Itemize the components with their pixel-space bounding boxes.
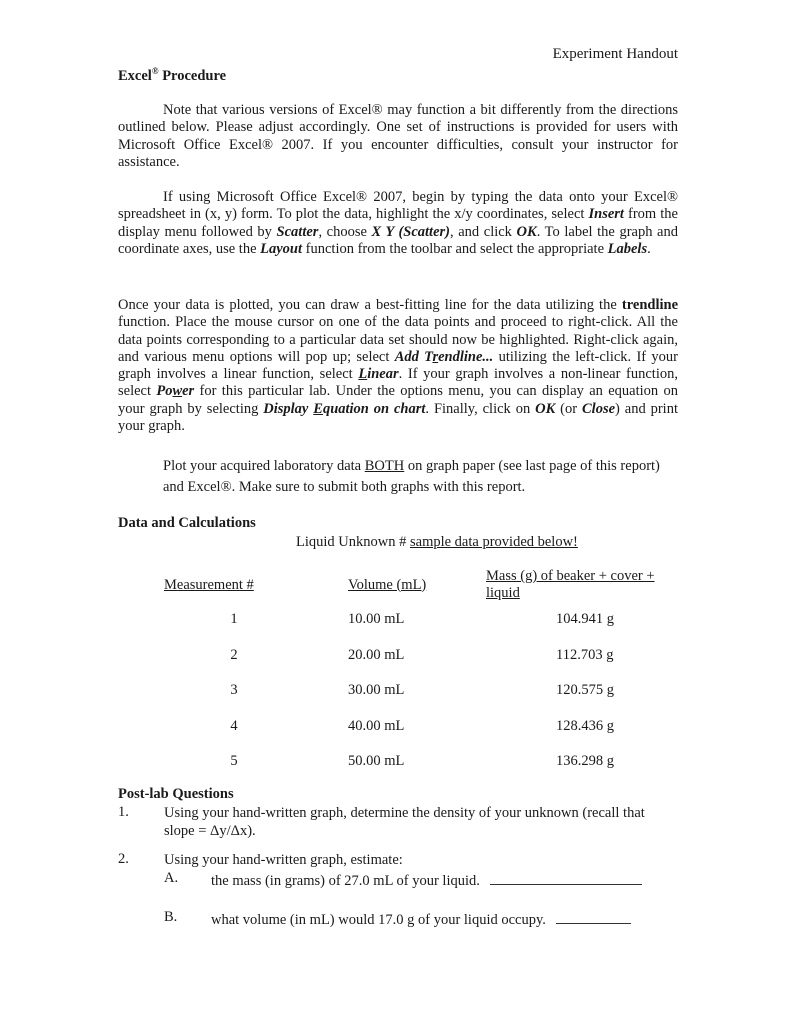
table-header-row — [164, 568, 678, 602]
table-row — [164, 602, 678, 638]
column-header-volume: Volume (mL) — [348, 576, 427, 593]
scatter-term: Scatter — [276, 223, 319, 240]
volume-cell: 10.00 mL — [348, 611, 405, 628]
data-calculations-heading: Data and Calculations — [118, 515, 256, 531]
question-2a — [211, 870, 642, 890]
heading-procedure: Procedure — [158, 67, 227, 84]
volume-cell: 20.00 mL — [348, 646, 405, 663]
measurement-cell: 5 — [230, 753, 238, 770]
answer-blank-a[interactable] — [490, 870, 642, 885]
excel2007-paragraph: If using Microsoft Office Excel® 2007, begin by typing the data onto your Excel® spreadsheet in (x, y) form. To plot the data, highlight the x/y coordinates, select Insert from the display menu followed by Scatter, choose X Y (Scatter), and click OK. To label the graph and coordinate axes, use the Layout function from the toolbar and select the appropriate Labels. — [118, 189, 678, 257]
volume-cell: 40.00 mL — [348, 717, 405, 734]
mass-cell: 104.941 g — [556, 611, 614, 628]
data-table — [164, 568, 678, 780]
liquid-unknown-line: Liquid Unknown # sample data provided below! — [296, 534, 578, 550]
both-term: BOTH — [364, 458, 405, 474]
table-row — [164, 744, 678, 780]
header-label: Experiment Handout — [552, 46, 678, 62]
excel-procedure-heading — [118, 66, 226, 85]
question-2a-text: the mass (in grams) of 27.0 mL of your liquid. — [211, 873, 480, 889]
display-equation-term: Display Equation on chart — [263, 400, 426, 417]
question-1-text: Using your hand-written graph, determine the density of your unknown (recall that slope = Δy/Δx). — [164, 805, 645, 839]
mass-cell: 112.703 g — [556, 646, 614, 663]
trendline-paragraph: Once your data is plotted, you can draw a best-fitting line for the data utilizing the trendline function. Place the mouse cursor on one of the data points and proceed to right-click. All the data points corresponding to a particular data set should now be highlighted. Right-click again, and various menu options will pop up; select Add Trendline... utilizing the left-click. If your graph involves a linear function, select Linear. If your graph involves a non-linear function, select Power for this particular lab. Under the options menu, you can display an equation on your graph by selecting Display Equation on chart. Finally, click on OK (or Close) and print your graph. — [118, 297, 678, 435]
measurement-cell: 3 — [230, 682, 238, 699]
trendline-term: trendline — [621, 297, 678, 313]
table-row — [164, 709, 678, 745]
table-row — [164, 673, 678, 709]
question-2b — [211, 909, 631, 929]
measurement-cell: 1 — [230, 611, 238, 628]
question-1-number: 1. — [118, 804, 129, 820]
mass-cell: 136.298 g — [556, 753, 614, 770]
volume-cell: 50.00 mL — [348, 753, 405, 770]
sample-data-note: sample data provided below! — [409, 534, 578, 550]
add-trendline-term: Add Trendline... — [394, 348, 494, 365]
question-2-text: Using your hand-written graph, estimate: — [164, 852, 403, 868]
power-term: Power — [156, 383, 195, 400]
question-2-number: 2. — [118, 851, 129, 867]
heading-excel: Excel — [118, 67, 152, 84]
mass-cell: 128.436 g — [556, 717, 614, 734]
answer-blank-b[interactable] — [556, 909, 631, 924]
labels-term: Labels — [607, 240, 648, 257]
close-term: Close — [582, 400, 616, 417]
question-2b-text: what volume (in mL) would 17.0 g of your liquid occupy. — [211, 912, 546, 928]
question-2a-label: A. — [164, 870, 179, 886]
ok-term-2: OK — [535, 400, 556, 417]
ok-term: OK — [516, 223, 537, 240]
measurement-cell: 2 — [230, 646, 238, 663]
measurement-cell: 4 — [230, 717, 238, 734]
plot-note: Plot your acquired laboratory data BOTH on graph paper (see last page of this report) and Excel®. Make sure to submit both graphs with this report. — [163, 458, 660, 495]
registered-mark: ® — [151, 66, 159, 76]
xy-scatter-term: X Y (Scatter) — [371, 223, 450, 240]
table-row — [164, 638, 678, 674]
intro-paragraph: Note that various versions of Excel® may function a bit differently from the directions outlined below. Please adjust accordingly. One set of instructions is provided for users with Microsoft Office Excel® 2007. If you encounter difficulties, consult your instructor for assistance. — [118, 102, 678, 170]
layout-term: Layout — [260, 240, 303, 257]
question-2b-label: B. — [164, 909, 178, 925]
insert-term: Insert — [588, 206, 624, 223]
column-header-mass: Mass (g) of beaker + cover + liquid — [486, 568, 655, 601]
linear-term: Linear — [358, 366, 399, 383]
postlab-heading: Post-lab Questions — [118, 786, 234, 802]
column-header-measurement: Measurement # — [164, 576, 254, 593]
volume-cell: 30.00 mL — [348, 682, 405, 699]
mass-cell: 120.575 g — [556, 682, 614, 699]
